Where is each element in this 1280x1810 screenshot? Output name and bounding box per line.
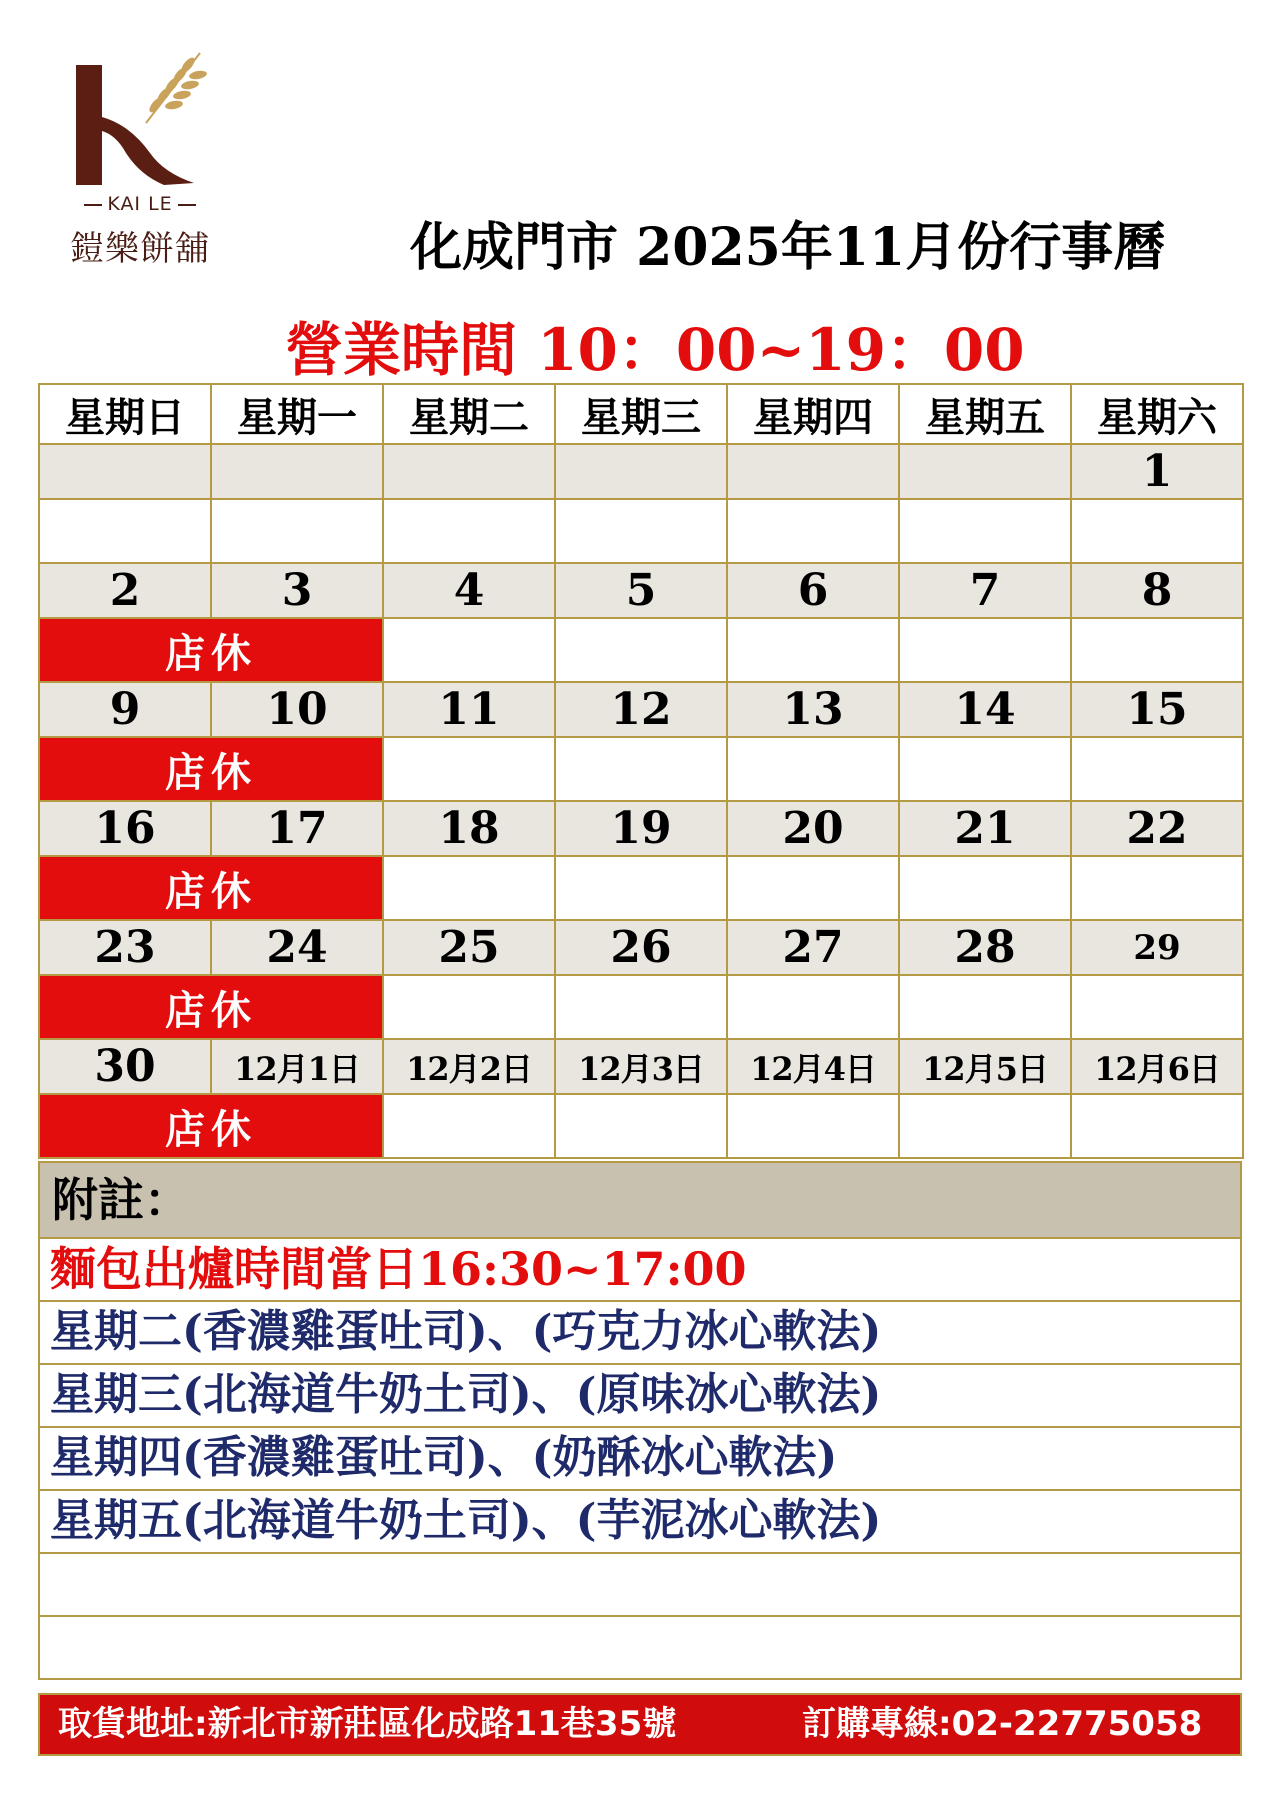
date-cell xyxy=(899,444,1071,499)
logo-chinese-name: 鎧樂餅舖 xyxy=(70,229,210,269)
date-cell: 23 xyxy=(39,920,211,975)
event-cell xyxy=(1071,737,1243,801)
date-cell: 24 xyxy=(211,920,383,975)
event-cell xyxy=(555,975,727,1039)
event-cell xyxy=(899,737,1071,801)
date-cell: 18 xyxy=(383,801,555,856)
weekday-header: 星期二 xyxy=(383,384,555,444)
date-cell: 2 xyxy=(39,563,211,618)
date-cell: 17 xyxy=(211,801,383,856)
event-cell xyxy=(899,618,1071,682)
event-cell xyxy=(383,618,555,682)
date-cell: 4 xyxy=(383,563,555,618)
date-cell: 15 xyxy=(1071,682,1243,737)
event-cell xyxy=(39,499,211,563)
event-cell xyxy=(727,737,899,801)
date-cell: 12月1日 xyxy=(211,1039,383,1094)
date-cell xyxy=(727,444,899,499)
date-cell xyxy=(555,444,727,499)
event-cell xyxy=(555,499,727,563)
event-cell xyxy=(899,856,1071,920)
store-closed-label: 店休 xyxy=(39,737,383,801)
event-cell xyxy=(727,1094,899,1158)
weekday-header: 星期日 xyxy=(39,384,211,444)
date-row xyxy=(39,444,1243,499)
weekday-header: 星期一 xyxy=(211,384,383,444)
date-cell: 9 xyxy=(39,682,211,737)
date-cell: 20 xyxy=(727,801,899,856)
date-cell: 25 xyxy=(383,920,555,975)
store-closed-label: 店休 xyxy=(39,1094,383,1158)
date-row xyxy=(39,920,1243,975)
event-cell xyxy=(1071,499,1243,563)
event-cell xyxy=(383,856,555,920)
store-closed-label: 店休 xyxy=(39,618,383,682)
event-row xyxy=(39,1094,1243,1158)
notes-heading: 附註： xyxy=(38,1161,1242,1239)
event-cell xyxy=(383,499,555,563)
weekday-header: 星期三 xyxy=(555,384,727,444)
store-closed-label: 店休 xyxy=(39,856,383,920)
date-cell xyxy=(383,444,555,499)
event-row xyxy=(39,856,1243,920)
weekday-header: 星期六 xyxy=(1071,384,1243,444)
event-cell xyxy=(1071,618,1243,682)
date-cell: 22 xyxy=(1071,801,1243,856)
event-cell xyxy=(555,1094,727,1158)
date-cell: 26 xyxy=(555,920,727,975)
event-cell xyxy=(555,737,727,801)
date-cell: 19 xyxy=(555,801,727,856)
note-line-empty xyxy=(38,1554,1242,1617)
event-row xyxy=(39,499,1243,563)
order-phone: 訂購專線:02-22775058 xyxy=(802,1704,1203,1744)
wheat-k-logo-icon xyxy=(60,45,220,195)
event-cell xyxy=(899,499,1071,563)
event-cell xyxy=(727,975,899,1039)
date-row xyxy=(39,563,1243,618)
notes-section xyxy=(38,1161,1242,1680)
business-hours: 營業時間 10：00~19：00 xyxy=(285,316,1025,384)
date-cell: 28 xyxy=(899,920,1071,975)
event-row xyxy=(39,737,1243,801)
date-cell: 12月2日 xyxy=(383,1039,555,1094)
footer-bar xyxy=(38,1693,1242,1756)
date-cell: 8 xyxy=(1071,563,1243,618)
date-row xyxy=(39,682,1243,737)
event-cell xyxy=(727,618,899,682)
note-line: 星期二(香濃雞蛋吐司)、(巧克力冰心軟法) xyxy=(38,1302,1242,1365)
date-cell: 21 xyxy=(899,801,1071,856)
event-cell xyxy=(555,618,727,682)
event-row xyxy=(39,975,1243,1039)
date-row xyxy=(39,801,1243,856)
date-cell xyxy=(211,444,383,499)
date-cell: 16 xyxy=(39,801,211,856)
date-cell: 12月3日 xyxy=(555,1039,727,1094)
bake-time-note: 麵包出爐時間當日16:30~17:00 xyxy=(38,1239,1242,1302)
weekday-header: 星期五 xyxy=(899,384,1071,444)
event-cell xyxy=(899,1094,1071,1158)
event-cell xyxy=(1071,1094,1243,1158)
date-cell: 30 xyxy=(39,1039,211,1094)
date-cell: 7 xyxy=(899,563,1071,618)
date-cell: 14 xyxy=(899,682,1071,737)
date-cell: 27 xyxy=(727,920,899,975)
event-cell xyxy=(383,1094,555,1158)
date-cell: 1 xyxy=(1071,444,1243,499)
date-cell: 10 xyxy=(211,682,383,737)
brand-logo xyxy=(60,45,220,269)
calendar-table xyxy=(38,383,1244,1159)
date-cell: 12月6日 xyxy=(1071,1039,1243,1094)
note-line: 星期四(香濃雞蛋吐司)、(奶酥冰心軟法) xyxy=(38,1428,1242,1491)
event-cell xyxy=(383,737,555,801)
event-cell xyxy=(1071,856,1243,920)
date-cell: 11 xyxy=(383,682,555,737)
date-row xyxy=(39,1039,1243,1094)
date-cell: 6 xyxy=(727,563,899,618)
note-line-empty xyxy=(38,1617,1242,1680)
pickup-address: 取貨地址:新北市新莊區化成路11巷35號 xyxy=(58,1704,677,1744)
logo-brand-text: KAI LE xyxy=(60,193,220,215)
date-cell: 12月4日 xyxy=(727,1039,899,1094)
event-cell xyxy=(899,975,1071,1039)
store-closed-label: 店休 xyxy=(39,975,383,1039)
date-cell: 12 xyxy=(555,682,727,737)
weekday-header: 星期四 xyxy=(727,384,899,444)
date-cell: 5 xyxy=(555,563,727,618)
event-cell xyxy=(211,499,383,563)
date-cell: 29 xyxy=(1071,920,1243,975)
event-cell xyxy=(727,499,899,563)
event-cell xyxy=(555,856,727,920)
note-line: 星期五(北海道牛奶土司)、(芋泥冰心軟法) xyxy=(38,1491,1242,1554)
date-cell: 13 xyxy=(727,682,899,737)
date-cell: 12月5日 xyxy=(899,1039,1071,1094)
weekday-header-row xyxy=(39,384,1243,444)
event-cell xyxy=(727,856,899,920)
date-cell: 3 xyxy=(211,563,383,618)
event-cell xyxy=(1071,975,1243,1039)
note-line: 星期三(北海道牛奶土司)、(原味冰心軟法) xyxy=(38,1365,1242,1428)
event-cell xyxy=(383,975,555,1039)
event-row xyxy=(39,618,1243,682)
page-title: 化成門市 2025年11月份行事曆 xyxy=(410,217,1166,278)
date-cell xyxy=(39,444,211,499)
